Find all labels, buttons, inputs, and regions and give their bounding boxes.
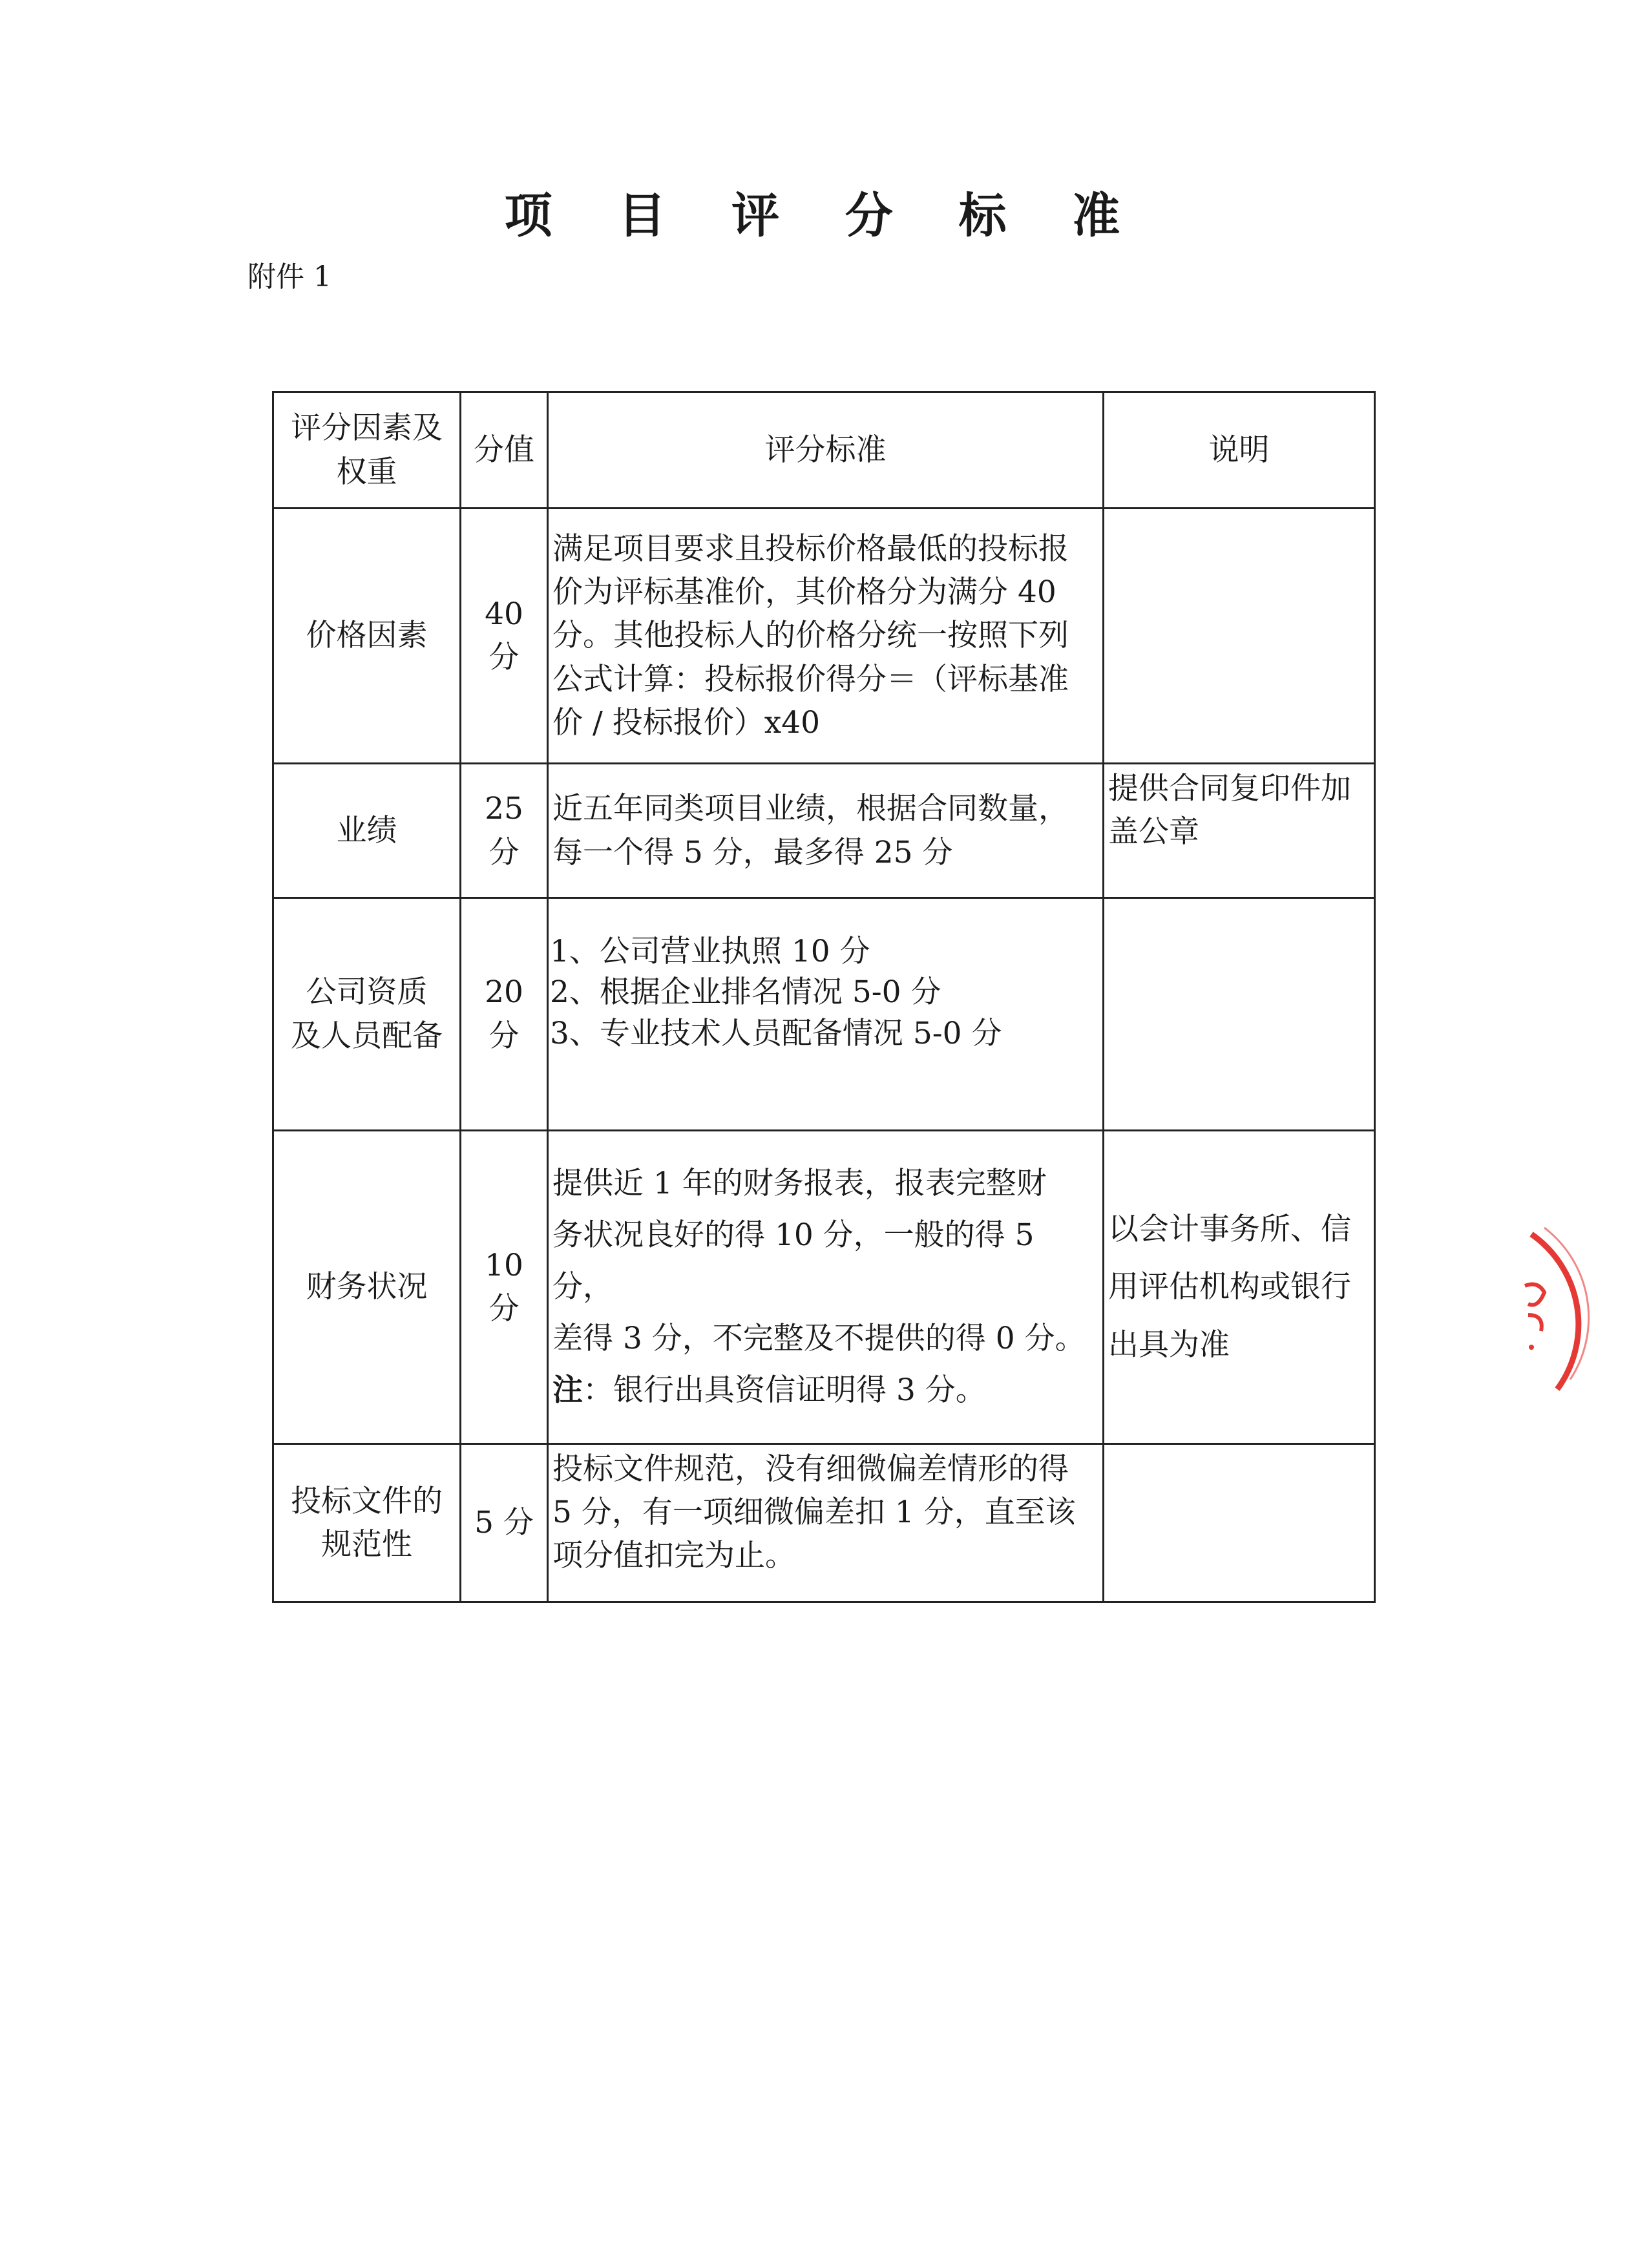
- row-score: 20 分: [461, 898, 548, 1131]
- note-text: ：银行出具资信证明得 3 分。: [583, 1372, 986, 1408]
- row-criteria: [548, 509, 1104, 764]
- row-criteria: [548, 764, 1104, 898]
- header-score: 分值: [461, 392, 548, 509]
- table-row: [273, 764, 1375, 898]
- note-line: 用评估机构或银行: [1108, 1269, 1351, 1305]
- table-header-row: [273, 392, 1375, 509]
- criteria-line: 项分值扣完为止。: [552, 1538, 795, 1574]
- row-criteria: [548, 1131, 1104, 1444]
- row-factor: [273, 1444, 461, 1602]
- note-mark: 注: [552, 1372, 583, 1408]
- criteria-note-line: [552, 1365, 1098, 1416]
- row-note: [1104, 898, 1375, 1131]
- row-factor: [273, 509, 461, 764]
- table-row: [273, 898, 1375, 1131]
- seal-dot: [1529, 1345, 1534, 1350]
- row-score: 10 分: [461, 1131, 548, 1444]
- seal-glyph: [1525, 1285, 1544, 1331]
- row-note: [1104, 764, 1375, 898]
- criteria-line: 分。其他投标人的价格分统一按照下列: [552, 618, 1069, 654]
- factor-text: 公司资质: [306, 974, 428, 1011]
- criteria-line: 价 / 投标报价）x40: [552, 704, 821, 740]
- row-factor: [273, 764, 461, 898]
- header-note: 说明: [1104, 392, 1375, 509]
- note-line: 提供合同复印件加: [1108, 771, 1351, 806]
- criteria-line: 每一个得 5 分，最多得 25 分: [552, 834, 953, 870]
- factor-text: 业绩: [336, 812, 397, 848]
- row-factor: [273, 1131, 461, 1444]
- row-criteria: [548, 898, 1104, 1131]
- row-criteria: [548, 1444, 1104, 1602]
- header-criteria: 评分标准: [548, 392, 1104, 509]
- row-score: 40 分: [461, 509, 548, 764]
- table-row: [273, 509, 1375, 764]
- note-line: 盖公章: [1108, 814, 1199, 850]
- factor-text: 及人员配备: [291, 1018, 443, 1054]
- table-row: [273, 1131, 1375, 1444]
- criteria-line: 务状况良好的得 10 分，一般的得 5 分，: [552, 1217, 1035, 1305]
- row-note: [1104, 1131, 1375, 1444]
- criteria-line: 投标文件规范，没有细微偏差情形的得: [552, 1451, 1069, 1487]
- row-factor: [273, 898, 461, 1131]
- criteria-line: 3、专业技术人员配备情况 5-0 分: [550, 1015, 1002, 1051]
- header-factor-line1: 评分因素及: [291, 410, 443, 446]
- criteria-line: 公式计算：投标报价得分＝（评标基准: [552, 661, 1069, 697]
- criteria-line: 5 分，有一项细微偏差扣 1 分，直至该: [552, 1495, 1076, 1531]
- table-row: [273, 1444, 1375, 1602]
- note-line: 以会计事务所、信: [1108, 1212, 1351, 1248]
- criteria-line: 差得 3 分，不完整及不提供的得 0 分。: [552, 1320, 1086, 1356]
- note-line: 出具为准: [1108, 1327, 1230, 1363]
- row-note: [1104, 1444, 1375, 1602]
- attachment-label: 附件 1: [247, 260, 331, 293]
- header-factor: [273, 392, 461, 509]
- criteria-line: 价为评标基准价，其价格分为满分 40: [552, 574, 1056, 611]
- criteria-line: 提供近 1 年的财务报表，报表完整财: [552, 1166, 1047, 1202]
- factor-text: 财务状况: [306, 1269, 428, 1305]
- factor-text: 价格因素: [306, 618, 428, 654]
- criteria-line: 2、根据企业排名情况 5-0 分: [550, 974, 941, 1011]
- criteria-line: 满足项目要求且投标价格最低的投标报: [552, 530, 1069, 567]
- header-factor-line2: 权重: [336, 454, 397, 490]
- red-seal-stamp: [1506, 1208, 1649, 1402]
- row-score: 5 分: [461, 1444, 548, 1602]
- criteria-line: 1、公司营业执照 10 分: [550, 934, 870, 969]
- row-score: 25 分: [461, 764, 548, 898]
- criteria-line: 近五年同类项目业绩，根据合同数量，: [552, 791, 1069, 827]
- factor-text: 投标文件的: [291, 1483, 443, 1519]
- factor-text: 规范性: [321, 1527, 412, 1562]
- scoring-table: [272, 391, 1376, 1603]
- row-note: [1104, 509, 1375, 764]
- page-title: 项 目 评 分 标 准: [504, 188, 1145, 244]
